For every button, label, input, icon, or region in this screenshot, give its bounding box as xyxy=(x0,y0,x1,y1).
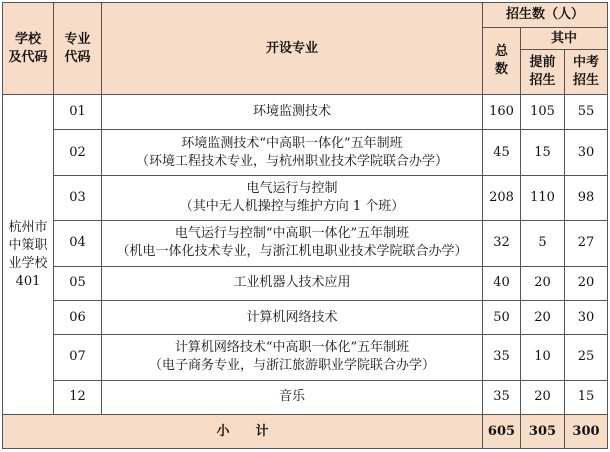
exam-count: 15 xyxy=(565,380,608,414)
major-code: 06 xyxy=(54,300,102,334)
total-count: 50 xyxy=(483,300,521,334)
header-school: 学校 及代码 xyxy=(3,3,54,95)
exam-count: 30 xyxy=(565,130,608,175)
total-count: 45 xyxy=(483,130,521,175)
early-count: 10 xyxy=(521,335,565,380)
major-note: （其中无人机操控与维护方向 1 个班） xyxy=(179,198,405,214)
table-row xyxy=(3,175,608,220)
school-name: 杭州市 中策职 业学校 401 xyxy=(3,95,54,415)
table-row xyxy=(3,380,608,414)
exam-count: 55 xyxy=(565,95,608,130)
major-title: 音乐 xyxy=(278,389,305,405)
early-count: 110 xyxy=(521,175,565,220)
major-note: （机电一体化技术专业，与浙江机电职业技术学院联合办学） xyxy=(116,244,468,260)
header-total: 总 数 xyxy=(483,28,521,95)
total-count: 32 xyxy=(483,221,521,266)
early-count: 20 xyxy=(521,266,565,300)
major-title: 环境监测技术 xyxy=(252,104,331,120)
enrollment-table xyxy=(2,2,608,449)
total-count: 208 xyxy=(483,175,521,220)
major-name xyxy=(102,95,483,130)
major-name xyxy=(102,221,483,266)
major-code: 05 xyxy=(54,266,102,300)
major-code: 01 xyxy=(54,95,102,130)
exam-count: 27 xyxy=(565,221,608,266)
major-title: 工业机器人技术应用 xyxy=(233,275,351,291)
table-row xyxy=(3,221,608,266)
major-title: 环境监测技术“中高职一体化”五年制班 xyxy=(181,135,403,151)
early-count: 5 xyxy=(521,221,565,266)
subtotal-total: 605 xyxy=(483,415,521,449)
major-name xyxy=(102,300,483,334)
exam-count: 98 xyxy=(565,175,608,220)
exam-count: 30 xyxy=(565,300,608,334)
major-code: 12 xyxy=(54,380,102,414)
table-row xyxy=(3,130,608,175)
major-title: 电气运行与控制 xyxy=(246,180,338,196)
total-count: 160 xyxy=(483,95,521,130)
header-major: 开设专业 xyxy=(102,3,483,95)
early-count: 105 xyxy=(521,95,565,130)
major-code: 02 xyxy=(54,130,102,175)
major-note: （环境工程技术专业，与杭州职业技术学院联合办学） xyxy=(135,153,448,169)
major-name xyxy=(102,266,483,300)
subtotal-label: 小 计 xyxy=(3,415,483,449)
table-row xyxy=(3,95,608,130)
total-count: 35 xyxy=(483,335,521,380)
table-row xyxy=(3,266,608,300)
exam-count: 25 xyxy=(565,335,608,380)
header-enrollment: 招生数（人） xyxy=(483,3,608,28)
major-code: 04 xyxy=(54,221,102,266)
major-title: 电气运行与控制“中高职一体化”五年制班 xyxy=(174,226,410,242)
early-count: 15 xyxy=(521,130,565,175)
subtotal-row xyxy=(3,415,608,449)
header-early: 提前 招生 xyxy=(521,50,565,95)
early-count: 20 xyxy=(521,300,565,334)
major-title: 计算机网络技术 xyxy=(246,309,338,325)
table-row xyxy=(3,300,608,334)
total-count: 40 xyxy=(483,266,521,300)
header-exam: 中考 招生 xyxy=(565,50,608,95)
major-title: 计算机网络技术“中高职一体化”五年制班 xyxy=(174,340,410,356)
major-name xyxy=(102,380,483,414)
table-row xyxy=(3,335,608,380)
exam-count: 20 xyxy=(565,266,608,300)
major-name xyxy=(102,335,483,380)
header-among: 其中 xyxy=(521,28,608,50)
major-code: 03 xyxy=(54,175,102,220)
subtotal-exam: 300 xyxy=(565,415,608,449)
major-name xyxy=(102,175,483,220)
header-major-code: 专业 代码 xyxy=(54,3,102,95)
early-count: 20 xyxy=(521,380,565,414)
total-count: 35 xyxy=(483,380,521,414)
subtotal-early: 305 xyxy=(521,415,565,449)
major-note: （电子商务专业，与浙江旅游职业学院联合办学） xyxy=(148,358,435,374)
major-code: 07 xyxy=(54,335,102,380)
major-name xyxy=(102,130,483,175)
